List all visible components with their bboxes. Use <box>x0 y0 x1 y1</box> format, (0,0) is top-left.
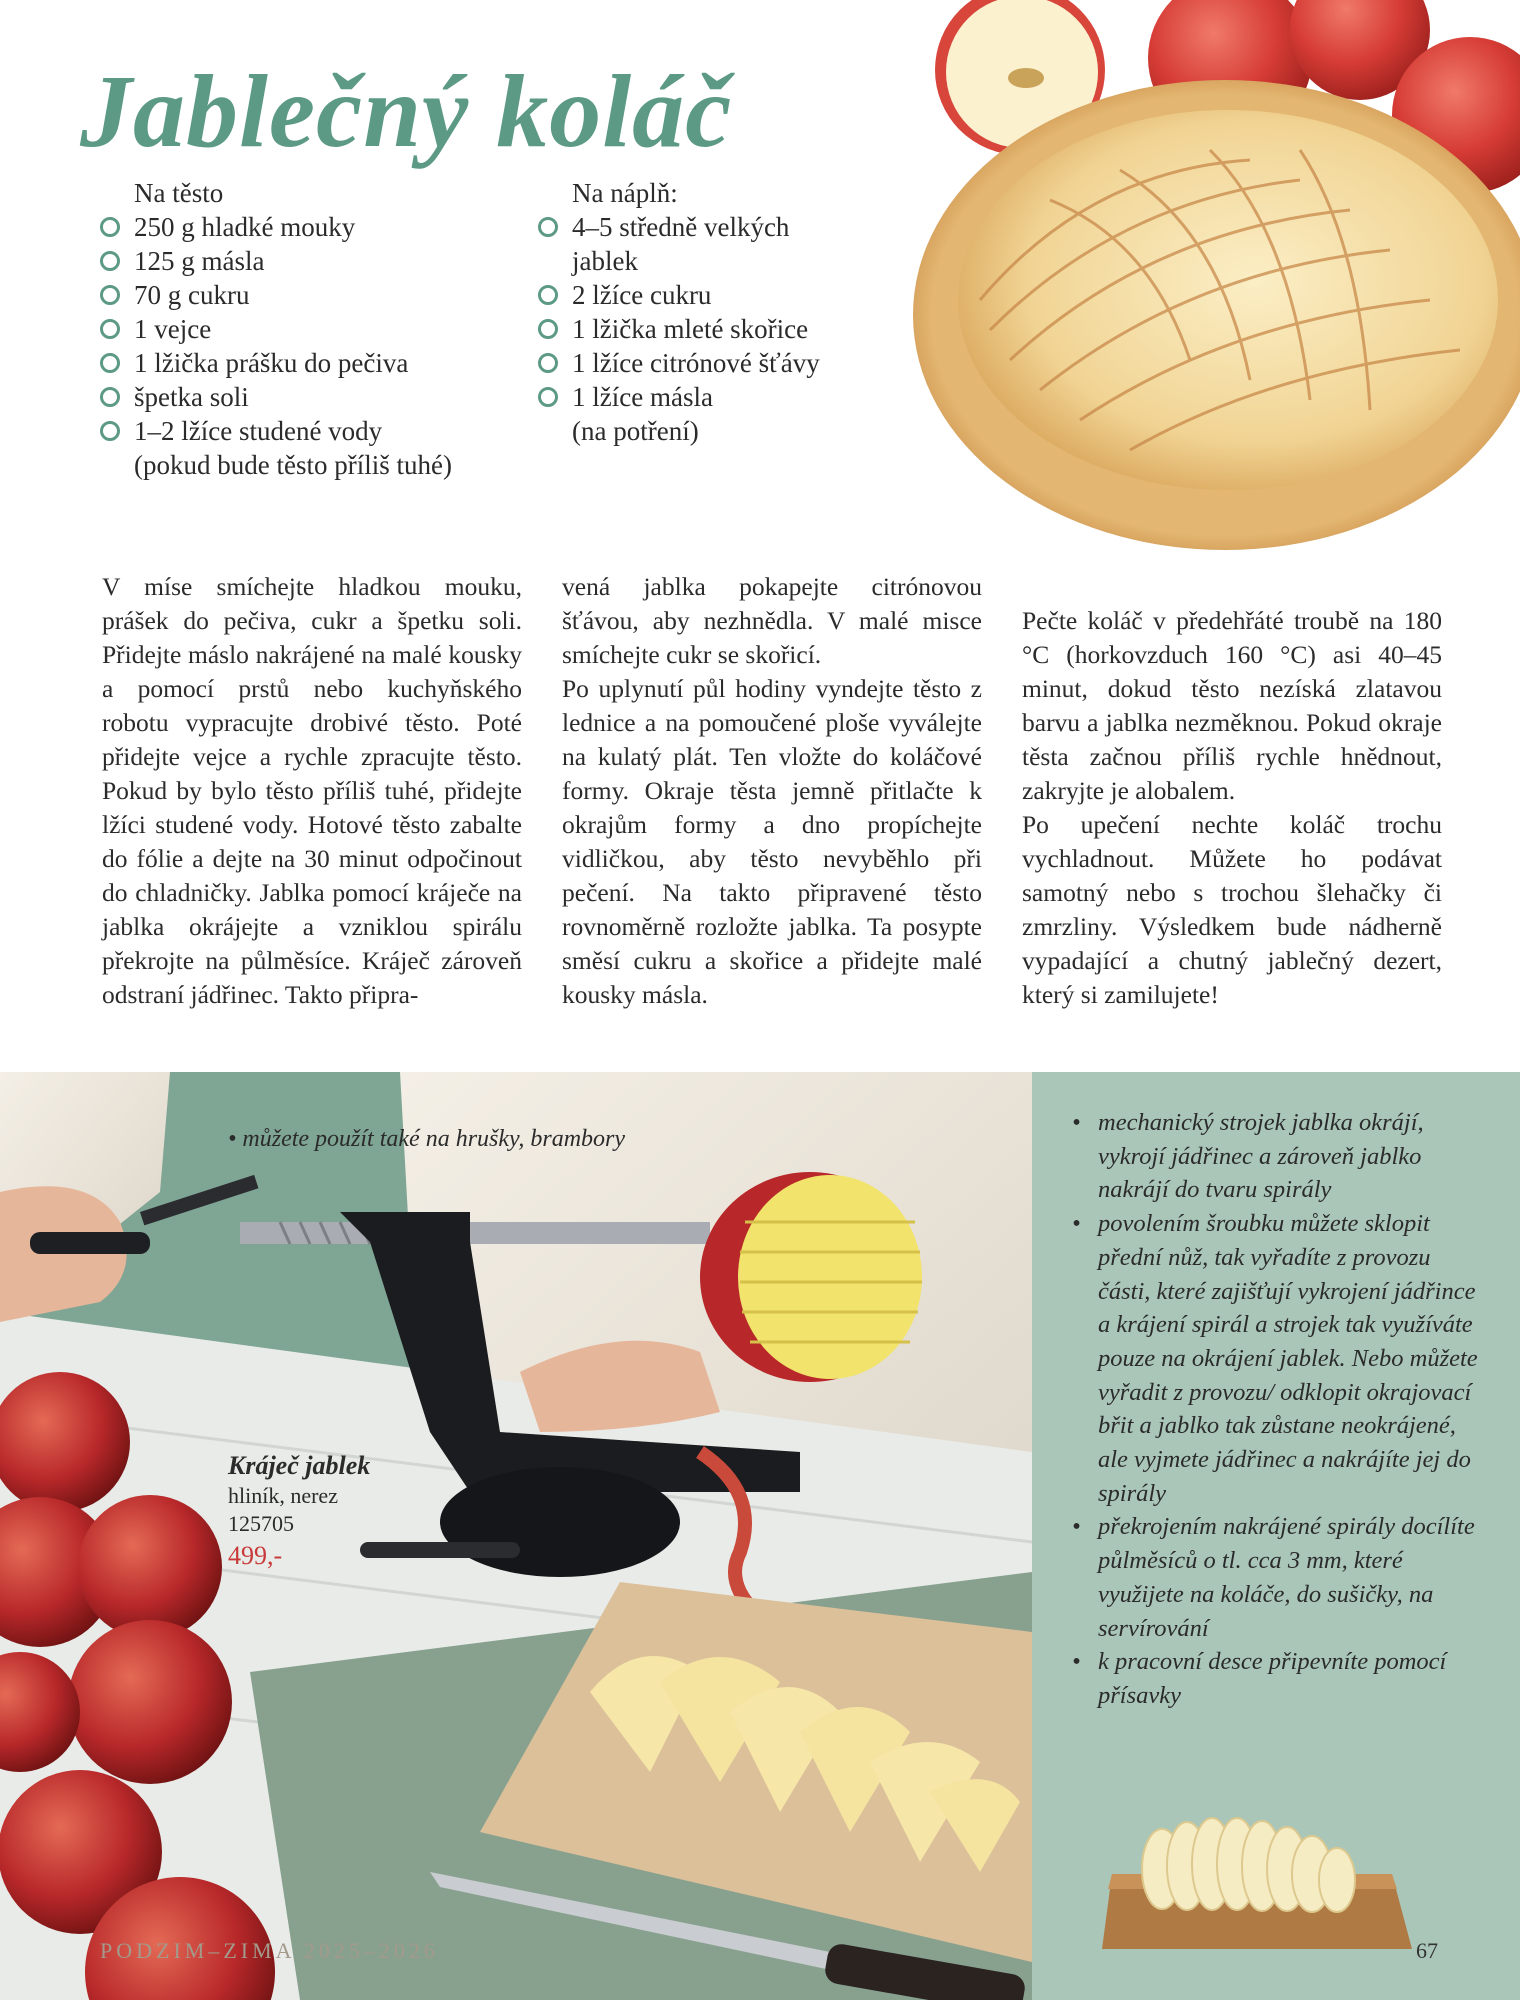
screw-shaft <box>240 1222 710 1244</box>
feature-item: • k pracovní desce připevníte pomocí přísavky <box>1068 1645 1488 1712</box>
method-paragraph: vená jablka pokapejte citrónovou šťávou, aby nezhnědla. V malé misce smíchejte cukr se skořicí. <box>562 572 982 669</box>
dough-item: 1 lžička prášku do pečiva <box>78 346 452 380</box>
dough-item: 70 g cukru <box>78 278 452 312</box>
apple <box>78 1495 222 1639</box>
filling-item: 1 lžíce másla <box>516 380 820 414</box>
product-info <box>228 1450 370 1574</box>
recipe-title: Jablečný koláč <box>80 54 733 169</box>
filling-item: 2 lžíce cukru <box>516 278 820 312</box>
dough-item: špetka soli <box>78 380 452 414</box>
dough-heading: Na těsto <box>134 178 224 208</box>
product-name: Kráječ jablek <box>228 1451 371 1480</box>
method-column-3 <box>1022 604 1442 1012</box>
product-material: hliník, nerez <box>228 1483 338 1508</box>
apple-pie-photo <box>830 0 1520 560</box>
filling-heading: Na náplň: <box>572 178 678 208</box>
method-paragraph: Po upečení nechte koláč trochu vychladnout. Můžete ho podávat samotný nebo s trochou šlehačky či zmrzliny. Výsledkem bude nádherně vypadající a chutný jablečný dezert, který si zamilujete! <box>1022 810 1442 1009</box>
apple-core <box>1008 68 1044 88</box>
method-paragraph: Po uplynutí půl hodiny vyndejte těsto z lednice a na pomoučené ploše vyválejte na kulatý plát. Ten vložte do koláčové formy. Okraje těsta jemně přitlačte k okrajům formy a dno propíchejte vidličkou, aby těsto nevyběhlo při pečení. Na takto připravené těsto rovnoměrně rozložte jablka. Ta posypte směsí cukru a skořice a přidejte malé kousky másla. <box>562 674 982 1009</box>
product-features-panel <box>1032 1072 1520 2000</box>
dough-list <box>78 210 452 482</box>
dough-ingredients <box>78 176 452 482</box>
dough-note: (pokud bude těsto příliš tuhé) <box>134 450 452 480</box>
feature-item: • povolením šroubku můžete sklopit přední nůž, tak vyřadíte z provozu části, které zajišťují vykrojení jádřince a krájení spirál a strojek tak využíváte pouze na okrájení jablek. Nebo můžete vyřadit z provozu/ odklopit okrajovací břit a jablko tak zůstane neokrájené, ale vyjmete jádřinec a nakrájíte jej do spirály <box>1068 1207 1488 1510</box>
filling-item-continued: (na potření) <box>572 416 699 446</box>
filling-item: 4–5 středně velkých <box>516 210 820 244</box>
product-price: 499,- <box>228 1541 283 1570</box>
catalogue-season: PODZIM–ZIMA 2025–2026 <box>100 1938 439 1963</box>
filling-ingredients <box>516 176 820 448</box>
suction-base <box>440 1467 680 1577</box>
filling-item: 1 lžíce citrónové šťávy <box>516 346 820 380</box>
dough-item: 125 g másla <box>78 244 452 278</box>
dough-item: 1–2 lžíce studené vody <box>78 414 452 448</box>
apple-peeled-flesh <box>738 1175 922 1379</box>
spiral-apple-photo <box>1092 1814 1432 1959</box>
feature-item: • překrojením nakrájené spirály docílíte půlměsíců o tl. cca 3 mm, které využijete na koláče, do sušičky, na servírování <box>1068 1510 1488 1645</box>
usage-note: • můžete použít také na hrušky, brambory <box>228 1126 626 1152</box>
apple <box>68 1620 232 1784</box>
filling-list <box>516 210 820 448</box>
product-code: 125705 <box>228 1511 294 1536</box>
filling-item-continued: jablek <box>572 246 638 276</box>
feature-list <box>1068 1106 1488 1713</box>
method-paragraph: Pečte koláč v předehřáté troubě na 180 °C (horkovzduch 160 °C) asi 40–45 minut, dokud těsto nezíská zlatavou barvu a jablka nezměknou. Pokud okraje těsta začnou příliš rychle hnědnout, zakryjte je alobalem. <box>1022 606 1442 805</box>
dough-item: 1 vejce <box>78 312 452 346</box>
dough-item: 250 g hladké mouky <box>78 210 452 244</box>
feature-item: • mechanický strojek jablka okrájí, vykrojí jádřinec a zároveň jablko nakrájí do tvaru spirály <box>1068 1106 1488 1207</box>
apple-peeler-scene <box>0 1072 1032 2000</box>
method-column-2 <box>562 570 982 1012</box>
page-number: 67 <box>1416 1938 1438 1963</box>
apple-peeler-photo <box>0 1072 1032 2000</box>
method-column-1: V míse smíchejte hladkou mouku, prášek do pečiva, cukr a špetku soli. Přidejte máslo nakrájené na malé kousky a pomocí prstů nebo kuchyňského robotu vypracujte drobivé těsto. Poté přidejte vejce a rychle zpracujte těsto. Pokud by bylo těsto příliš tuhé, přidejte lžíci studené vody. Hotové těsto zabalte do fólie a dejte na 30 minut odpočinout do chladničky. Jablka pomocí kráječe na jablka okrájejte a vzniklou spirálu překrojte na půlměsíce. Kráječ zároveň odstraní jádřinec. Takto připra- <box>102 572 522 1009</box>
filling-item: 1 lžička mleté skořice <box>516 312 820 346</box>
